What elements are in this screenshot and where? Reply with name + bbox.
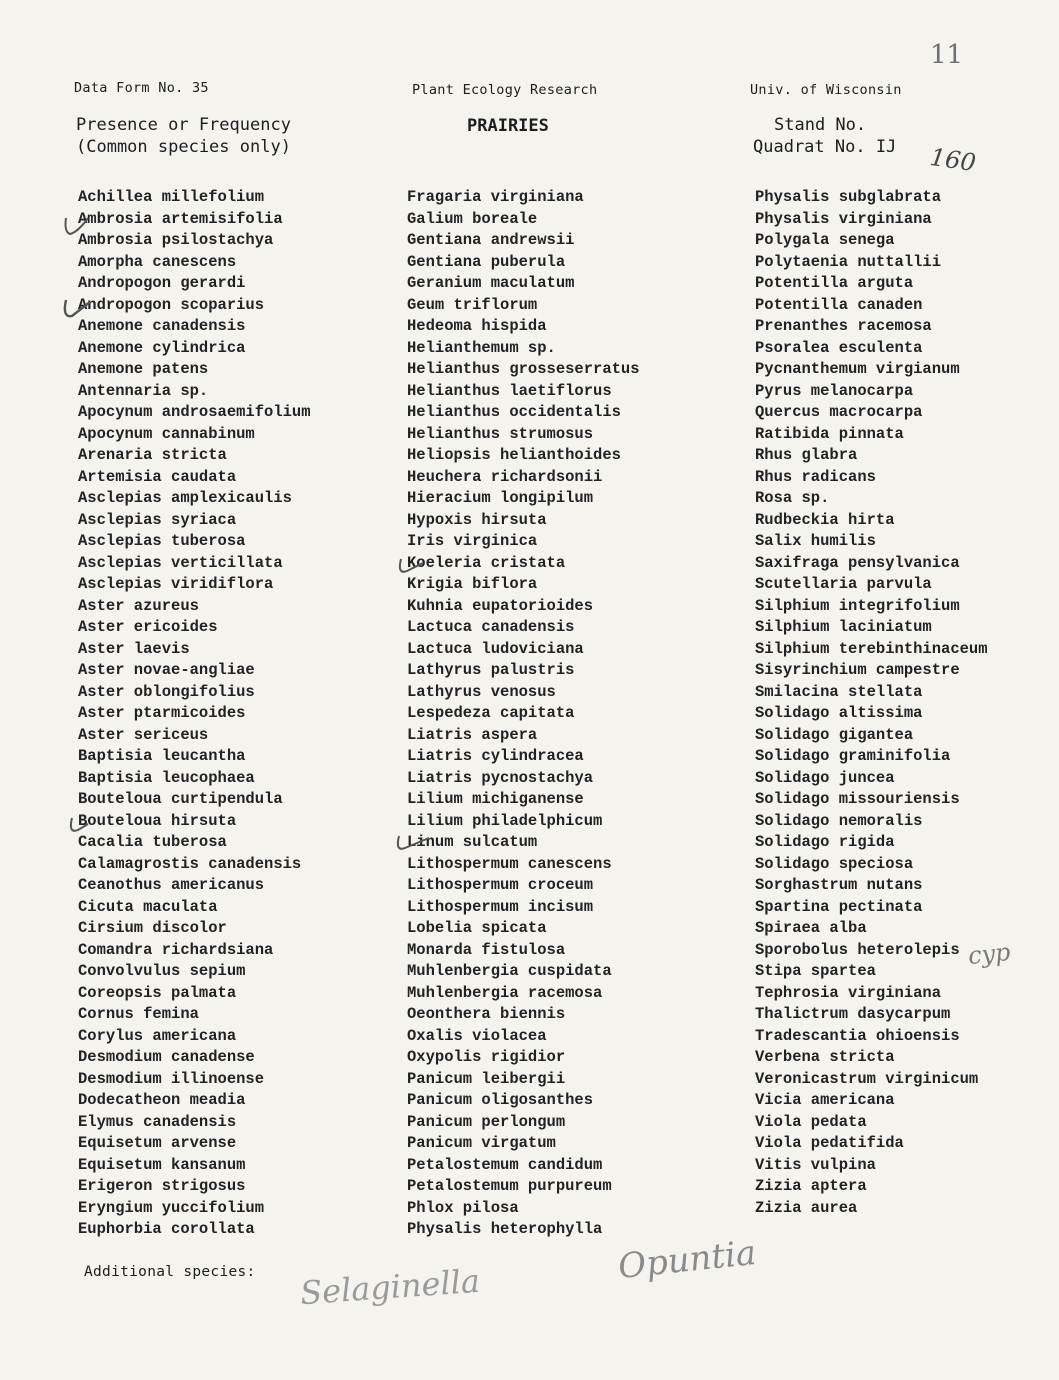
species-item: Anemone patens xyxy=(78,360,209,378)
page-title: PRAIRIES xyxy=(467,116,549,136)
species-column-3 xyxy=(755,187,988,1219)
species-item: Solidago juncea xyxy=(755,768,895,787)
species-item: Aster azureus xyxy=(78,596,199,615)
species-item: Potentilla arguta xyxy=(755,274,914,292)
species-item: Helianthus laetiflorus xyxy=(407,381,612,400)
species-item: Aster ptarmicoides xyxy=(78,704,246,722)
species-item: Liatris cylindracea xyxy=(407,747,584,765)
species-item: Eryngium yuccifolium xyxy=(78,1198,265,1217)
species-item: Helianthus occidentalis xyxy=(407,403,621,421)
species-item: Panicum oligosanthes xyxy=(407,1091,594,1109)
species-item: Silphium laciniatum xyxy=(755,618,932,636)
species-item: Phlox pilosa xyxy=(407,1198,519,1217)
species-item: Smilacina stellata xyxy=(755,682,923,701)
species-item: Apocynum androsaemifolium xyxy=(78,403,311,421)
species-item: Corylus americana xyxy=(78,1026,237,1045)
species-item: Salix humilis xyxy=(755,532,876,550)
species-item: Rhus radicans xyxy=(755,467,876,486)
check-mark-icon xyxy=(62,814,92,838)
species-item: Convolvulus sepium xyxy=(78,962,246,980)
species-item: Andropogon scoparius xyxy=(78,295,265,314)
handwritten-page-number: 11 xyxy=(930,40,964,70)
species-item: Helianthemum sp. xyxy=(407,338,556,357)
species-item: Iris virginica xyxy=(407,532,538,550)
species-item: Ratibida pinnata xyxy=(755,424,904,443)
species-item: Cornus femina xyxy=(78,1005,199,1023)
species-item: Thalictrum dasycarpum xyxy=(755,1005,951,1023)
species-item: Kuhnia eupatorioides xyxy=(407,596,594,615)
species-item: Petalostemum candidum xyxy=(407,1155,603,1174)
species-item: Baptisia leucantha xyxy=(78,747,246,765)
species-item: Cicuta maculata xyxy=(78,897,218,916)
species-item: Oxalis violacea xyxy=(407,1026,547,1045)
species-item: Asclepias tuberosa xyxy=(78,532,246,550)
species-item: Pycnanthemum virgianum xyxy=(755,360,960,378)
species-item: Viola pedatifida xyxy=(755,1134,904,1152)
species-item: Muhlenbergia cuspidata xyxy=(407,962,612,980)
species-item: Galium boreale xyxy=(407,209,538,228)
species-item: Gentiana puberula xyxy=(407,252,566,271)
species-item: Tradescantia ohioensis xyxy=(755,1026,960,1045)
species-item: Panicum leibergii xyxy=(407,1069,566,1088)
species-item: Sisyrinchium campestre xyxy=(755,661,960,679)
species-item: Lathyrus palustris xyxy=(407,661,575,679)
species-item: Silphium terebinthinaceum xyxy=(755,639,988,658)
species-item: Silphium integrifolium xyxy=(755,596,960,615)
presence-label: Presence or Frequency xyxy=(76,115,291,135)
species-item: Lilium philadelphicum xyxy=(407,811,603,830)
species-item: Desmodium canadense xyxy=(78,1048,255,1066)
species-item: Asclepias amplexicaulis xyxy=(78,489,292,507)
quadrat-number-label: Quadrat No. IJ xyxy=(753,137,897,157)
species-item: Hedeoma hispida xyxy=(407,317,547,335)
species-item: Sorghastrum nutans xyxy=(755,876,923,894)
species-item: Zizia aurea xyxy=(755,1198,858,1217)
species-item: Asclepias viridiflora xyxy=(78,575,274,593)
species-item: Pyrus melanocarpa xyxy=(755,381,914,400)
species-item: Prenanthes racemosa xyxy=(755,317,932,335)
check-mark-icon xyxy=(393,832,433,858)
species-item: Antennaria sp. xyxy=(78,381,209,400)
species-item: Aster laevis xyxy=(78,639,190,658)
species-item: Tephrosia virginiana xyxy=(755,983,942,1002)
species-item: Heuchera richardsonii xyxy=(407,467,603,486)
species-item: Viola pedata xyxy=(755,1112,867,1131)
species-item: Zizia aptera xyxy=(755,1177,867,1195)
species-item: Physalis subglabrata xyxy=(755,188,942,206)
species-item: Solidago rigida xyxy=(755,833,895,851)
species-item: Lathyrus venosus xyxy=(407,682,556,701)
species-item: Vicia americana xyxy=(755,1091,895,1109)
species-item: Ceanothus americanus xyxy=(78,876,265,894)
species-item: Aster ericoides xyxy=(78,618,218,636)
species-item: Helianthus strumosus xyxy=(407,424,594,443)
species-item: Lithospermum canescens xyxy=(407,854,612,873)
species-item: Lespedeza capitata xyxy=(407,704,575,722)
species-item: Euphorbia corollata xyxy=(78,1220,255,1238)
species-item: Lilium michiganense xyxy=(407,790,584,808)
species-item: Muhlenbergia racemosa xyxy=(407,983,603,1002)
species-item: Liatris pycnostachya xyxy=(407,768,594,787)
species-item: Hieracium longipilum xyxy=(407,489,594,507)
species-item: Achillea millefolium xyxy=(78,188,265,206)
species-item: Lobelia spicata xyxy=(407,919,547,937)
stand-number-label: Stand No. xyxy=(774,115,867,135)
handwritten-additional-species-1: Selaginella xyxy=(298,1261,482,1313)
check-mark-icon xyxy=(60,296,94,322)
species-item: Gentiana andrewsii xyxy=(407,231,575,249)
species-item: Amorpha canescens xyxy=(78,252,237,271)
species-item: Saxifraga pensylvanica xyxy=(755,553,960,572)
species-item: Panicum virgatum xyxy=(407,1134,556,1152)
species-column-2 xyxy=(407,187,640,1241)
species-item: Solidago gigantea xyxy=(755,725,914,744)
species-item: Lithospermum incisum xyxy=(407,897,594,916)
species-item: Petalostemum purpureum xyxy=(407,1177,612,1195)
species-item: Linum sulcatum xyxy=(407,833,538,851)
species-item: Erigeron strigosus xyxy=(78,1177,246,1195)
species-item: Anemone cylindrica xyxy=(78,338,246,357)
species-item: Calamagrostis canadensis xyxy=(78,854,302,873)
species-item: Bouteloua hirsuta xyxy=(78,811,237,830)
species-item: Fragaria virginiana xyxy=(407,188,584,206)
species-item: Solidago graminifolia xyxy=(755,747,951,765)
species-item: Monarda fistulosa xyxy=(407,940,566,959)
species-item: Ambrosia artemisifolia xyxy=(78,209,283,228)
species-item: Oeonthera biennis xyxy=(407,1005,566,1023)
species-item: Scutellaria parvula xyxy=(755,575,932,593)
species-item: Veronicastrum virginicum xyxy=(755,1069,979,1088)
species-item: Physalis virginiana xyxy=(755,209,932,228)
species-item: Rhus glabra xyxy=(755,446,858,464)
handwritten-margin-note: cyp xyxy=(966,937,1012,971)
species-item: Geum triflorum xyxy=(407,295,538,314)
species-item: Stipa spartea xyxy=(755,962,876,980)
species-item: Hypoxis hirsuta xyxy=(407,510,547,529)
species-item: Verbena stricta xyxy=(755,1048,895,1066)
species-item: Asclepias syriaca xyxy=(78,510,237,529)
check-mark-icon xyxy=(395,555,425,579)
species-item: Vitis vulpina xyxy=(755,1155,876,1174)
species-item: Aster sericeus xyxy=(78,725,209,744)
species-item: Equisetum arvense xyxy=(78,1134,237,1152)
species-item: Baptisia leucophaea xyxy=(78,768,255,787)
species-item: Rudbeckia hirta xyxy=(755,510,895,529)
species-item: Liatris aspera xyxy=(407,725,538,744)
form-number: Data Form No. 35 xyxy=(74,80,209,96)
species-item: Quercus macrocarpa xyxy=(755,403,923,421)
species-item: Krigia biflora xyxy=(407,575,538,593)
species-item: Geranium maculatum xyxy=(407,274,575,292)
check-mark-icon xyxy=(62,212,92,238)
species-item: Artemisia caudata xyxy=(78,467,237,486)
species-item: Andropogon gerardi xyxy=(78,274,246,292)
species-item: Solidago missouriensis xyxy=(755,790,960,808)
species-item: Aster novae-angliae xyxy=(78,661,255,679)
species-item: Oxypolis rigidior xyxy=(407,1048,566,1066)
species-item: Panicum perlongum xyxy=(407,1112,566,1131)
species-item: Lithospermum croceum xyxy=(407,876,594,894)
species-item: Cacalia tuberosa xyxy=(78,833,227,851)
species-item: Polytaenia nuttallii xyxy=(755,252,942,271)
species-item: Helianthus grosseserratus xyxy=(407,360,640,378)
species-item: Spiraea alba xyxy=(755,919,867,937)
species-item: Apocynum cannabinum xyxy=(78,424,255,443)
species-item: Arenaria stricta xyxy=(78,446,227,464)
species-item: Potentilla canaden xyxy=(755,295,923,314)
species-item: Asclepias verticillata xyxy=(78,553,283,572)
species-item: Physalis heterophylla xyxy=(407,1220,603,1238)
common-species-label: (Common species only) xyxy=(76,137,291,157)
species-item: Bouteloua curtipendula xyxy=(78,790,283,808)
species-item: Spartina pectinata xyxy=(755,897,923,916)
handwritten-stand-number: 160 xyxy=(928,142,978,178)
species-item: Desmodium illinoense xyxy=(78,1069,265,1088)
species-item: Sporobolus heterolepis xyxy=(755,940,960,959)
species-item: Aster oblongifolius xyxy=(78,682,255,701)
species-item: Solidago altissima xyxy=(755,704,923,722)
species-item: Coreopsis palmata xyxy=(78,983,237,1002)
species-item: Lactuca ludoviciana xyxy=(407,639,584,658)
species-item: Anemone canadensis xyxy=(78,317,246,335)
species-item: Rosa sp. xyxy=(755,489,830,507)
species-item: Equisetum kansanum xyxy=(78,1155,246,1174)
species-item: Lactuca canadensis xyxy=(407,618,575,636)
species-item: Heliopsis helianthoides xyxy=(407,446,621,464)
species-item: Elymus canadensis xyxy=(78,1112,237,1131)
organization: Plant Ecology Research xyxy=(412,82,598,98)
additional-species-label: Additional species: xyxy=(84,1264,256,1280)
species-item: Comandra richardsiana xyxy=(78,940,274,959)
university: Univ. of Wisconsin xyxy=(750,82,902,98)
species-item: Ambrosia psilostachya xyxy=(78,231,274,249)
species-item: Solidago speciosa xyxy=(755,854,914,873)
species-item: Dodecatheon meadia xyxy=(78,1091,246,1109)
species-item: Solidago nemoralis xyxy=(755,811,923,830)
species-item: Koeleria cristata xyxy=(407,553,566,572)
species-item: Psoralea esculenta xyxy=(755,338,923,357)
handwritten-additional-species-2: Opuntia xyxy=(616,1232,758,1288)
species-item: Cirsium discolor xyxy=(78,919,227,937)
species-item: Polygala senega xyxy=(755,231,895,249)
species-column-1 xyxy=(78,187,311,1241)
